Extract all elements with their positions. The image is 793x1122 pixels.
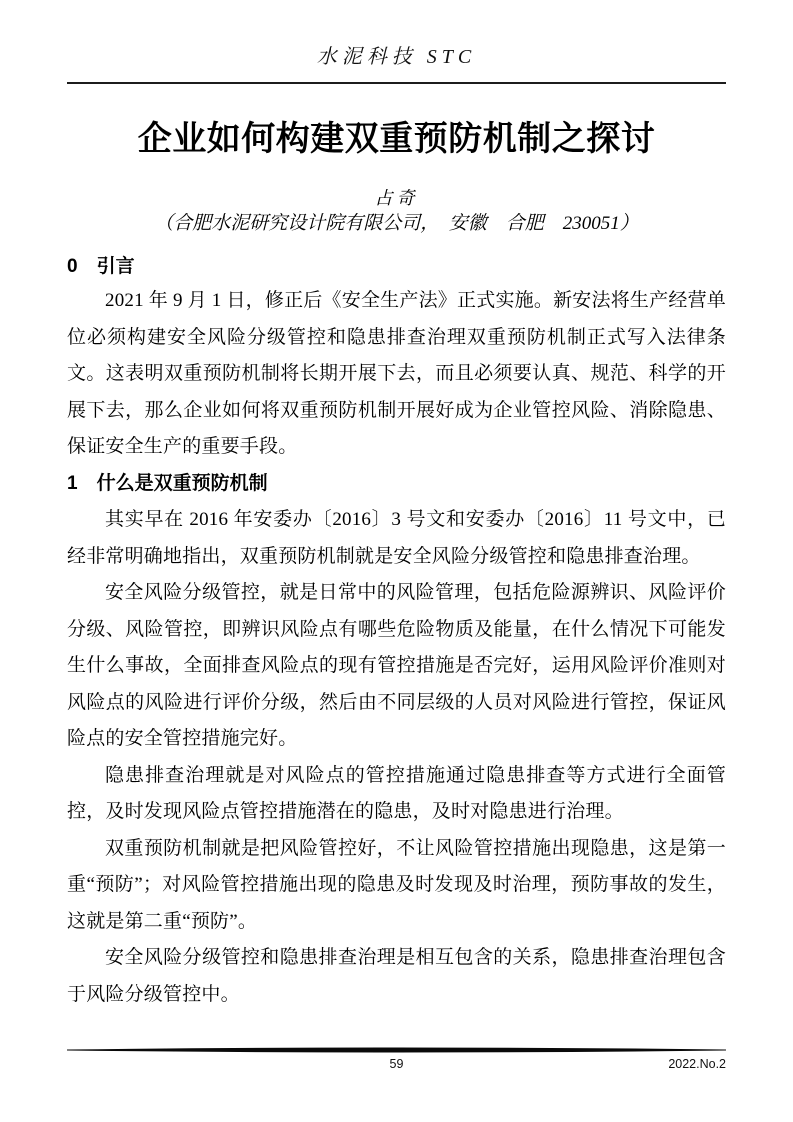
issue-label: 2022.No.2: [668, 1057, 726, 1071]
section-1-title: 什么是双重预防机制: [96, 472, 268, 494]
section-heading-0: [67, 251, 726, 283]
article-author: 占奇: [374, 188, 419, 208]
footer-text-row: [67, 1056, 726, 1072]
paragraph-sec1-4: 双重预防机制就是把风险管控好，不让风险管控措施出现隐患，这是第一重“预防”；对风险管控措施出现的隐患及时发现及时治理，预防事故的发生，这就是第二重“预防”。: [67, 837, 726, 932]
section-1-number: 1: [67, 472, 78, 494]
paragraph-sec1-1: 其实早在 2016 年安委办〔2016〕3 号文和安委办〔2016〕11 号文中，已经非常明确地指出，双重预防机制就是安全风险分级管控和隐患排查治理。: [67, 509, 726, 567]
journal-header-title: 水泥科技 STC: [316, 46, 477, 68]
page-footer: [67, 1047, 726, 1072]
article-title: 企业如何构建双重预防机制之探讨: [137, 120, 656, 158]
footer-rule-bar: [67, 1047, 726, 1053]
paragraph-intro: 2021 年 9 月 1 日，修正后《安全生产法》正式实施。新安法将生产经营单位必须构建安全风险分级管控和隐患排查治理双重预防机制正式写入法律条文。这表明双重预防机制将长期开展下去，而且必须要认真、规范、科学的开展下去，那么企业如何将双重预防机制开展好成为企业管控风险、消除隐患、保证安全生产的重要手段。: [67, 290, 726, 457]
article-affiliation: （合肥水泥研究设计院有限公司， 安徽 合肥 230051）: [154, 213, 639, 234]
paragraph-sec1-3: 隐患排查治理就是对风险点的管控措施通过隐患排查等方式进行全面管控，及时发现风险点管控措施潜在的隐患，及时对隐患进行治理。: [67, 764, 726, 822]
section-0-title: 引言: [96, 256, 135, 277]
section-0-number: 0: [67, 256, 78, 277]
section-heading-1: [67, 466, 726, 503]
page-number: 59: [389, 1057, 404, 1071]
paragraph-sec1-5: 安全风险分级管控和隐患排查治理是相互包含的关系，隐患排查治理包含于风险分级管控中。: [67, 947, 726, 1005]
header-rule: [67, 82, 726, 84]
paragraph-sec1-2: 安全风险分级管控，就是日常中的风险管理，包括危险源辨识、风险评价分级、风险管控，即辨识风险点有哪些危险物质及能量，在什么情况下可能发生什么事故，全面排查风险点的现有管控措施是否完好，运用风险评价准则对风险点的风险进行评价分级，然后由不同层级的人员对风险进行管控，保证风险点的安全管控措施完好。: [67, 582, 726, 749]
